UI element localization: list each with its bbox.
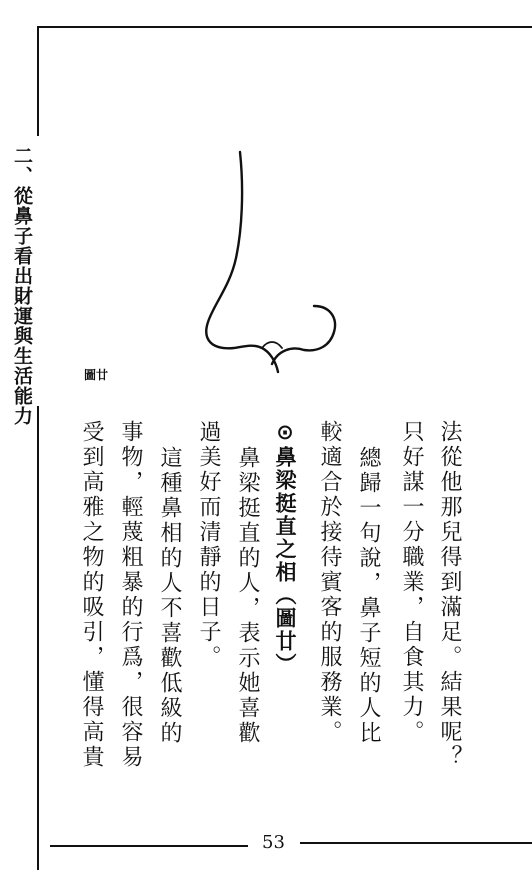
text-column-9: 受到高雅之物的吸引，懂得高貴: [79, 420, 104, 770]
footer-rule-right: [300, 842, 532, 844]
text-column-2: 只好謀一分職業，自食其力。: [399, 420, 424, 745]
text-column-4: 較適合於接待賓客的服務業。: [317, 420, 342, 745]
text-column-8: 事物，輕蔑粗暴的行爲，很容易: [118, 420, 143, 770]
text-column-3: 總歸一句說，鼻子短的人比: [356, 446, 381, 746]
text-column-7: 這種鼻相的人不喜歡低級的: [157, 446, 182, 746]
text-column-5: 鼻梁挺直的人，表示她喜歡: [235, 446, 260, 746]
left-border-line-upper: [37, 26, 39, 136]
page-number: 53: [262, 832, 285, 853]
footer-rule-left: [50, 845, 248, 847]
top-border-line: [37, 26, 532, 28]
nose-illustration: [196, 150, 356, 380]
text-column-6: 過美好而清靜的日子。: [196, 420, 221, 670]
text-column-1: 法從他那兒得到滿足。結果呢？: [437, 420, 462, 770]
chapter-title: 二、從鼻子看出財運與生活能力: [11, 146, 33, 426]
section-heading: ⊙鼻梁挺直之相（圖廿）: [273, 420, 297, 676]
figure-caption: 圖廿: [84, 368, 109, 382]
left-border-line-lower: [37, 406, 39, 870]
